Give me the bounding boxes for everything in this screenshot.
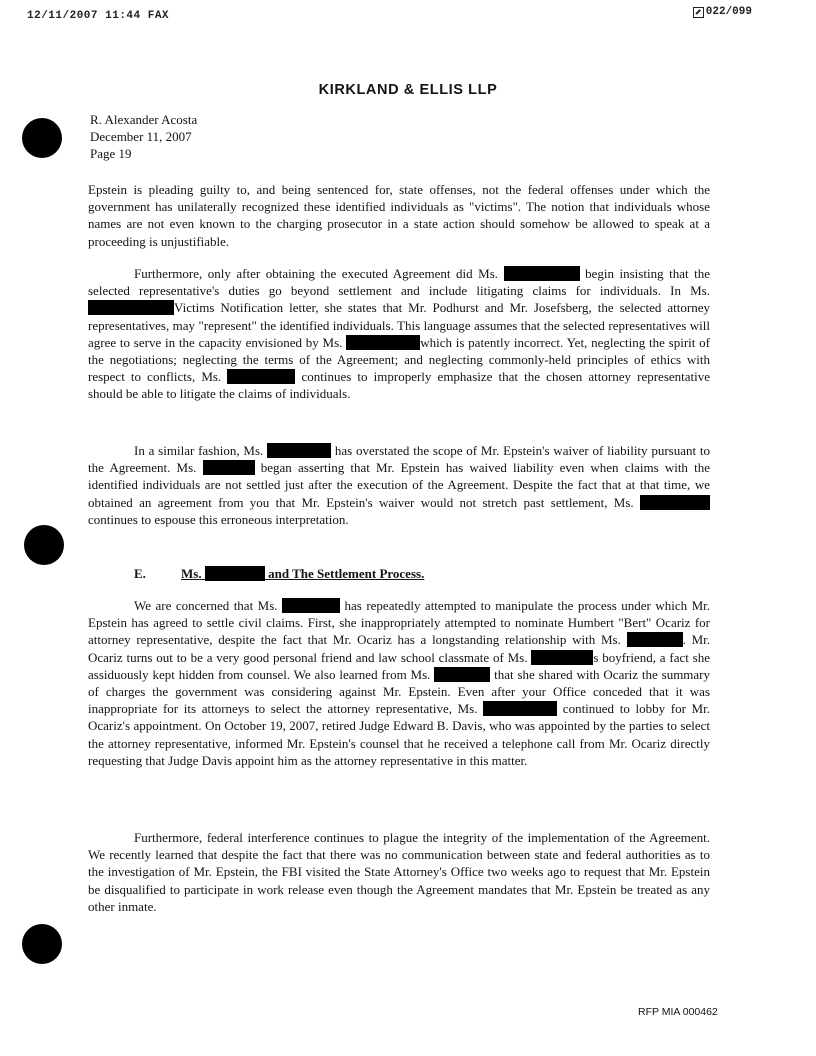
paragraph-3: In a similar fashion, Ms. has overstated the scope of Mr. Epstein's waiver of liability pursuant to the Agreement. Ms. began asserting that Mr. Epstein has waived liability even when claims with the identified individuals are not settled just after the execution of the Agreement. Despite the fact that at that time, we obtained an agreement from you that Mr. Epstein's waiver would not stretch past settlement, Ms. continues to espouse this erroneous interpretation. <box>88 443 711 527</box>
addressee-name: R. Alexander Acosta <box>90 112 198 127</box>
section-letter: E. <box>134 566 146 581</box>
redaction <box>483 701 557 716</box>
bates-number: RFP MIA 000462 <box>638 1006 718 1018</box>
addressee-block <box>90 111 197 162</box>
fax-page-count-group <box>693 6 752 18</box>
punch-hole-bottom <box>22 924 62 964</box>
redaction <box>205 566 265 581</box>
page-number: Page 19 <box>90 146 132 161</box>
paragraph-5: Furthermore, federal interference continues to plague the integrity of the implementation of the Agreement. We recently learned that despite the fact that there was no communication between state and federal authorities as to the investigation of Mr. Epstein, the FBI visited the State Attorney's Office two weeks ago to request that Mr. Epstein be disqualified to participate in work release even though the Agreement mandates that Mr. Epstein be treated as any other inmate. <box>88 830 710 914</box>
redaction <box>434 667 490 682</box>
redaction <box>531 650 593 665</box>
punch-hole-top <box>22 118 62 158</box>
section-heading <box>134 566 424 582</box>
redaction <box>88 300 174 315</box>
fax-header <box>27 6 752 25</box>
redaction <box>227 369 295 384</box>
redaction <box>346 335 420 350</box>
fax-checkbox-icon <box>693 7 704 18</box>
paragraph-2: Furthermore, only after obtaining the executed Agreement did Ms. begin insisting that the selected representative's duties go beyond settlement and include litigating claims for individuals. In Ms. Victims Notification letter, she states that Mr. Podhurst and Mr. Josefsberg, the selected attorney representatives, may "represent" the identified individuals. This language assumes that the selected representatives will agree to serve in the capacity envisioned by Ms. which is patently incorrect. Yet, neglecting the spirit of the negotiations; neglecting the terms of the Agreement; and neglecting commonly-held principles of ethics with respect to conflicts, Ms. continues to improperly emphasize that the chosen attorney representative should be able to litigate the claims of individuals. <box>88 266 711 402</box>
redaction <box>282 598 340 613</box>
paragraph-4: We are concerned that Ms. has repeatedly attempted to manipulate the process under which Mr. Epstein has agreed to settle civil claims. First, she inappropriately attempted to nominate Humbert "Bert" Ocariz for attorney representative, despite the fact that Mr. Ocariz has a longstanding relationship with Ms. . Mr. Ocariz turns out to be a very good personal friend and law school classmate of Ms. s boyfriend, a fact she assiduously kept hidden from counsel. We also learned from Ms. that she shared with Ocariz the summary of charges the government was considering against Mr. Epstein. Even after your Office conceded that it was inappropriate for its attorneys to select the attorney representative, Ms. continued to lobby for Mr. Ocariz's appointment. On October 19, 2007, retired Judge Edward B. Davis, who was appointed by the parties to select the attorney representative, informed Mr. Epstein's counsel that he received a telephone call from Mr. Ocariz directly requesting that Judge Davis appoint him as the attorney representative in this matter. <box>88 598 711 768</box>
firm-letterhead: KIRKLAND & ELLIS LLP <box>318 82 498 98</box>
redaction <box>267 443 331 458</box>
redaction <box>640 495 710 510</box>
punch-hole-middle <box>24 525 64 565</box>
section-title: Ms. and The Settlement Process. <box>181 566 425 581</box>
fax-timestamp: 12/11/2007 11:44 FAX <box>27 10 170 22</box>
redaction <box>504 266 580 281</box>
redaction <box>627 632 683 647</box>
fax-page-count: 022/099 <box>705 6 752 18</box>
redaction <box>203 460 255 475</box>
paragraph-1: Epstein is pleading guilty to, and being sentenced for, state offenses, not the federal offenses under which the government has unilaterally recognized these identified individuals as "victims". The notion that individuals whose names are not even known to the charging prosecutor in a state action should somehow be allowed to speak at a proceeding is unjustifiable. <box>88 182 710 249</box>
letter-date: December 11, 2007 <box>90 129 192 144</box>
